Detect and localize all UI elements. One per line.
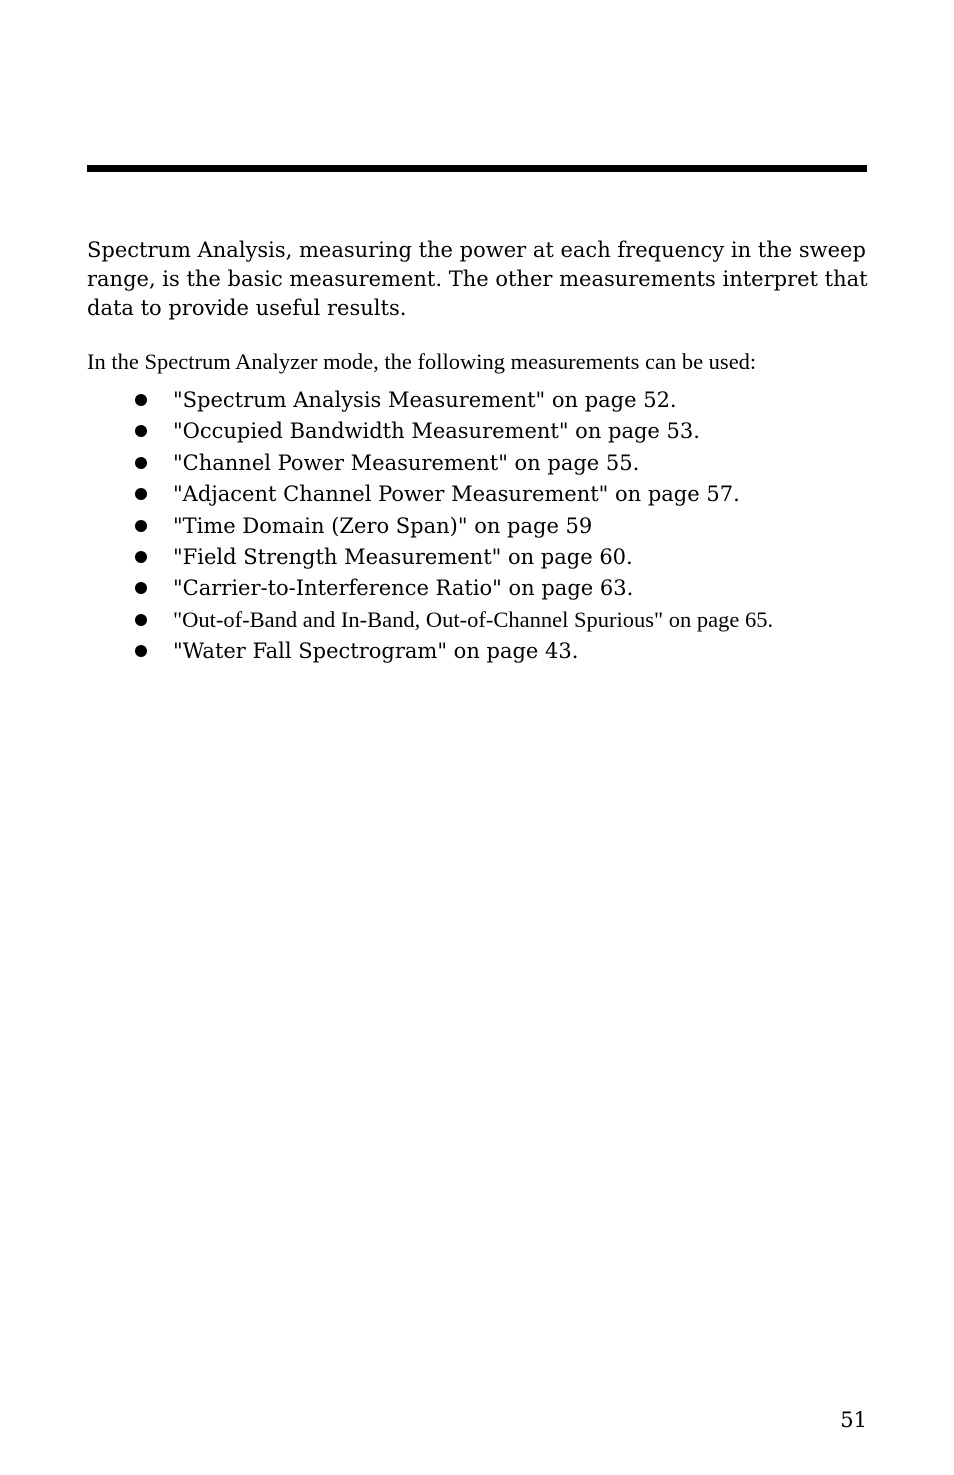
bullet-icon xyxy=(135,488,147,500)
list-item[interactable] xyxy=(130,479,890,510)
list-item-text: "Water Fall Spectrogram" on page 43. xyxy=(173,639,579,664)
list-item-text: "Channel Power Measurement" on page 55. xyxy=(173,450,640,475)
list-item[interactable] xyxy=(130,542,890,573)
bullet-icon xyxy=(135,582,147,594)
bullet-icon xyxy=(135,425,147,437)
list-item[interactable] xyxy=(130,636,890,667)
list-item-text: "Occupied Bandwidth Measurement" on page 53. xyxy=(173,419,700,444)
list-item-text: "Carrier-to-Interference Ratio" on page 63. xyxy=(173,576,634,601)
bullet-icon xyxy=(135,394,147,406)
bullet-icon xyxy=(135,614,147,626)
bullet-icon xyxy=(135,520,147,532)
page-number: 51 xyxy=(840,1408,867,1432)
list-item-text: "Adjacent Channel Power Measurement" on page 57. xyxy=(173,482,740,507)
list-item[interactable] xyxy=(130,448,890,479)
measurement-list xyxy=(130,385,890,668)
list-item[interactable] xyxy=(130,511,890,542)
list-item[interactable] xyxy=(130,385,890,416)
bullet-icon xyxy=(135,457,147,469)
measurements-lead-in: In the Spectrum Analyzer mode, the following measurements can be used: xyxy=(87,349,757,374)
list-item-text: "Out-of-Band and In-Band, Out-of-Channel Spurious" on page 65. xyxy=(173,606,774,632)
intro-paragraph: Spectrum Analysis, measuring the power at each frequency in the sweep range, is the basic measurement. The other measurements interpret that data to provide useful results. xyxy=(87,238,868,320)
list-item-text: "Spectrum Analysis Measurement" on page 52. xyxy=(173,388,677,412)
list-item-text: "Time Domain (Zero Span)" on page 59 xyxy=(173,513,593,538)
list-item[interactable] xyxy=(130,573,890,604)
section-rule xyxy=(87,165,867,172)
bullet-icon xyxy=(135,645,147,657)
list-item[interactable] xyxy=(130,416,890,447)
list-item-text: "Field Strength Measurement" on page 60. xyxy=(173,544,633,569)
bullet-icon xyxy=(135,551,147,563)
list-item[interactable] xyxy=(130,605,890,636)
